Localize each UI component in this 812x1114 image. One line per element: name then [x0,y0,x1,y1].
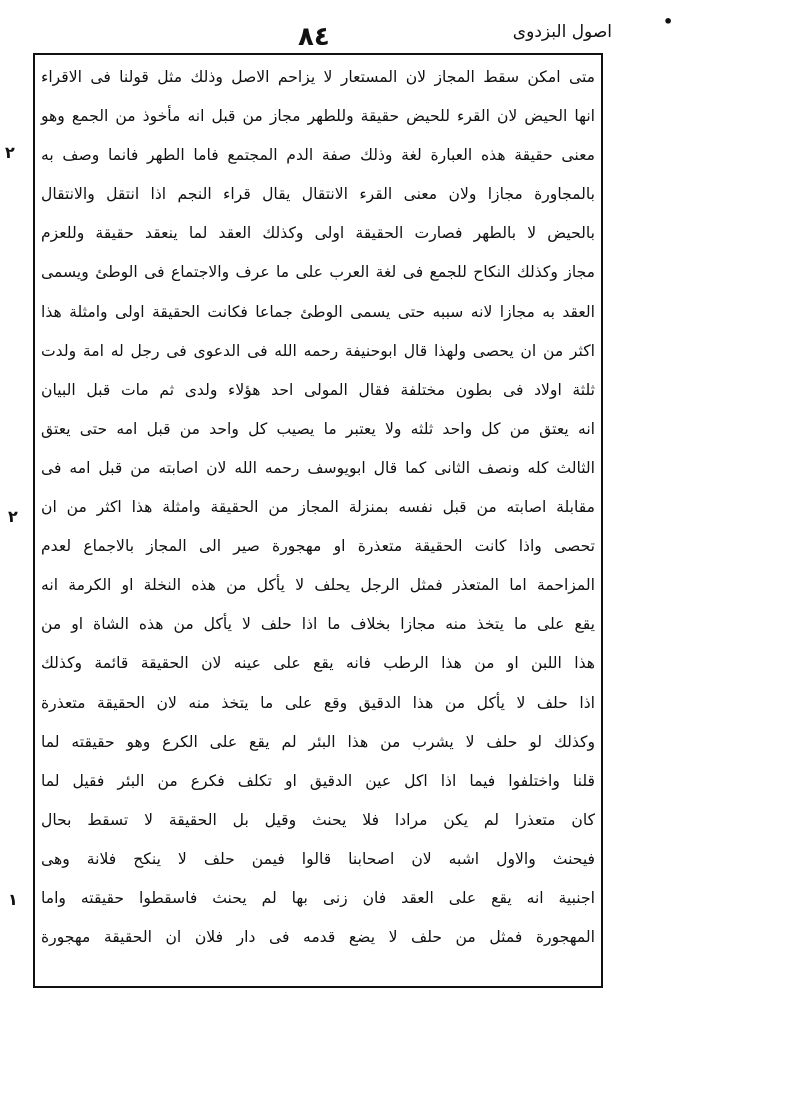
text-line: اذا حلف لا يأكل من هذا الدقيق وقع على ما يتخذ منه لان الحقيقة متعذرة [41,693,595,712]
text-line: فيحنث والاول اشبه لان اصحابنا قالوا فيمن حلف لا ينكح فلانة وهى [41,849,595,868]
text-line: انه يعتق من كل واحد ثلثه ولا يعتبر ما يصيب كل واحد من قبل امه حتى يعتق [41,419,595,438]
body-text [38,58,598,957]
margin-mark-2: ٢ [8,507,18,526]
margin-mark-3: ١ [8,890,18,909]
text-line: مقابلة اصابته من قبل نفسه بمنزلة المجاز من الحقيقة وامثلة هذا اكثر من ان [41,498,595,517]
text-line: الثالث كله ونصف الثانى كما قال ابويوسف رحمه الله لان اصابته من قبل امه فى [41,458,595,477]
text-line: اجنبية انه يقع على العقد فان زنى بها لم يحنث فاسقطوا حقيقته واما [41,888,595,907]
text-line: متى امكن سقط المجاز لان المستعار لا يزاحم الاصل وذلك مثل قولنا فى الاقراء [41,68,595,86]
text-line: بالمجاورة مجازا ولان معنى القرء الانتقال يقال قراء النجم اذا انتقل والانتقال [41,185,595,204]
top-dot-mark: • [663,12,674,31]
page-number: ٨٤ [298,22,330,52]
text-line: وكذلك لو حلف لا يشرب من هذا البئر لم يقع على الكرع وهو حقيقته لما [41,732,595,751]
text-line: العقد به مجازا لانه سببه حتى يسمى الوطئ جماعا فكانت الحقيقة اولى وامثلة هذا [41,302,595,321]
text-line: هذا اللبن او من هذا الرطب فانه يقع على عينه لان الحقيقة قائمة وكذلك [41,654,595,673]
text-line: قلنا واختلفوا فيما اذا اكل عين الدقيق او تكلف فكرع من البئر فقيل لما [41,771,595,790]
header-title: اصول البزدوى [512,22,612,42]
text-line: يقع على ما يتخذ منه مجازا بخلاف ما اذا حلف لا يأكل من هذه الشاة او من [41,615,595,634]
text-line: معنى حقيقة هذه العبارة لغة وذلك صفة الدم المجتمع فاما الطهر فانما وصف به [41,146,595,165]
text-line: المهجورة فمثل من حلف لا يضع قدمه فى دار فلان ان الحقيقة مهجورة [41,928,595,947]
text-line: المزاحمة اما المتعذر فمثل الرجل يحلف لا يأكل من هذه النخلة او الكرمة انه [41,576,595,595]
margin-mark-1: ٢ [5,143,15,162]
text-line: ثلثة اولاد فى بطون مختلفة فقال المولى احد هؤلاء ولدى ثم مات قبل البيان [41,380,595,399]
text-line: تحصى واذا كانت الحقيقة متعذرة او مهجورة صير الى المجاز بالاجماع لعدم [41,537,595,556]
text-line: كان متعذرا لم يكن مرادا فلا يحنث وقيل بل الحقيقة لا تسقط بحال [41,810,595,829]
text-line: بالحيض لا بالطهر فصارت الحقيقة اولى وكذلك العقد لما ينعقد حقيقة وللعزم [41,224,595,243]
text-line: اكثر من ان يحصى ولهذا قال ابوحنيفة رحمه الله فى الدعوى فى رجل له امة ولدت [41,341,595,360]
text-line: انها الحيض لان القرء للحيض حقيقة وللطهر مجاز من قبل انه مأخوذ من الجمع وهو [41,107,595,126]
text-line: مجاز وكذلك النكاح للجمع فى لغة العرب على ما عرف والاجتماع فى الوطئ ويسمى [41,263,595,282]
